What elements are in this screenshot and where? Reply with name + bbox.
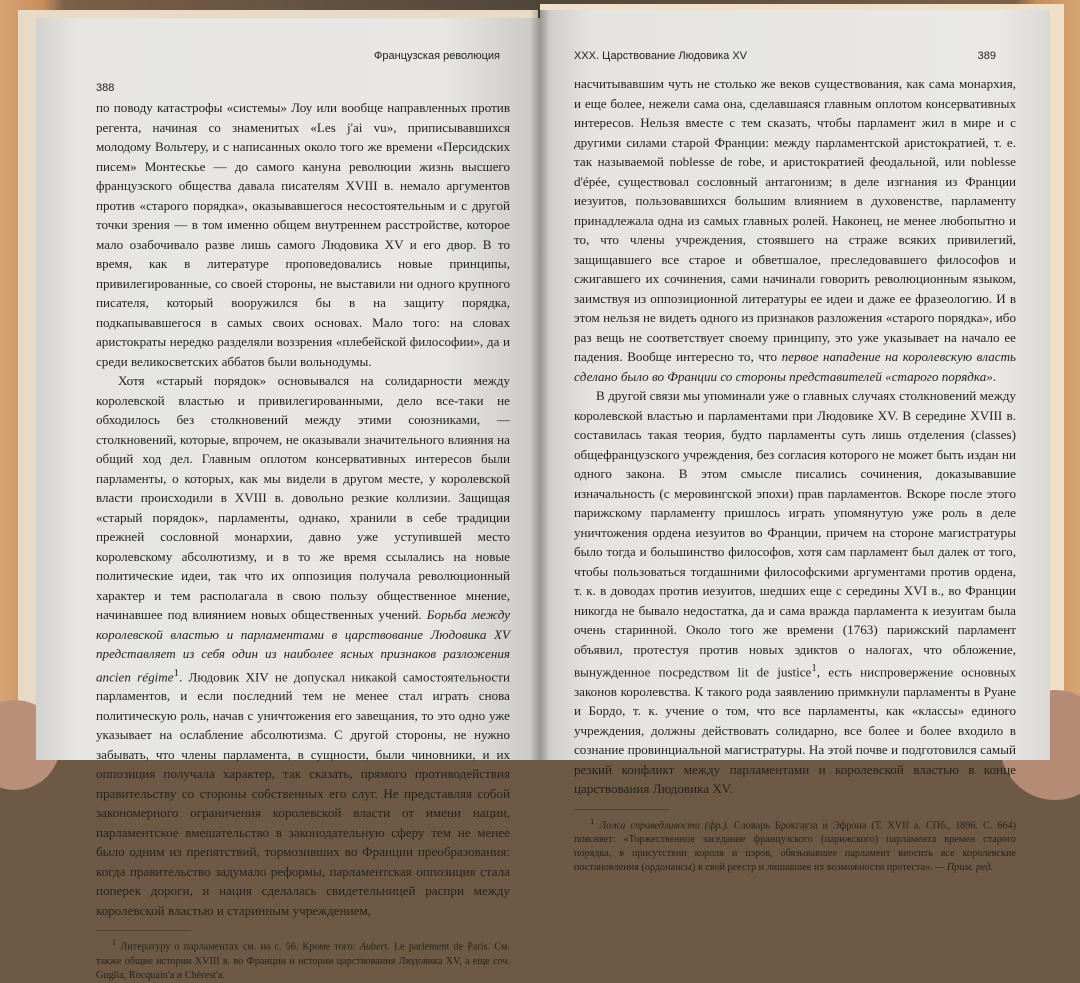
left-page-number: 388 — [96, 82, 115, 94]
left-footnote-ref: 1 — [173, 666, 179, 679]
right-footnote — [574, 805, 1016, 875]
right-body-text — [574, 74, 1016, 799]
left-footnote-mark: 1 — [112, 937, 117, 948]
left-footnote-part2: Le parlement de Paris. См. также общие истории XVIII в. во Франции и истории царствования Людовика XV, а еще соч. Guglia, Rocquain'a и Chérest'a. — [96, 941, 510, 981]
right-paragraph-1-end: . — [992, 368, 997, 384]
left-paragraph-2-rest: . Людовик XIV не допускал никакой самостоятельности парламентов, и если последний тем не менее стал играть снова политическую роль, начав с уничтожения его завещания, то это одно уже указывает на ослабление абсолютизма. С другой стороны, не нужно забывать, что члены парламента, в сущности, были чиновники, и их оппозиция получала характер, так сказать, прямого противодействия правительству со стороны собственных его слуг. Не представляя собой закономерного ограничения королевской власти от имени нации, парламентское вмешательство в законодательную сферу тем не менее было одним из препятствий, тормозивших во Франции преобразования: когда правительство задумало реформы, парламентская оппозиция стала поперек дороги, и нация сделалась свидетельницей распри между королевской властью и старинным учреждением, — [96, 668, 510, 918]
footnote-rule — [574, 809, 669, 810]
right-page-header — [574, 50, 1016, 68]
left-running-head: Французская революция — [374, 50, 500, 62]
left-footnote-author: Aubert. — [359, 941, 390, 953]
left-paragraph-1: по поводу катастрофы «системы» Лоу или вообще направленных против регента, начиная со знаменитых «Les j'ai vu», приписывавшихся молодому Вольтеру, и с написанных около того же времени «Персидских писем» Монтескье — до самого кануна революции жизнь высшего французского общества давала писателям XVIII в. немало аргументов против «старого порядка», оказывавшегося несостоятельным и с другой точки зрения — в том именно общем внутреннем расстройстве, которое мало озабочивало разве лишь самого Людовика XV и его двор. В то время, как в литературе проповедовались новые принципы, привилегированные, со своей стороны, не выставили ни одного крупного писателя, который вооружился бы в на защиту порядка, подкапывавшегося в самых своих основах. Мало того: на словах аристократы нередко разделяли воззрения «плебейской философии», да и среди великосветских аббатов были вольнодумы. — [96, 100, 510, 369]
right-footnote-ref: 1 — [811, 662, 817, 674]
right-footnote-body: Словарь Брокгауза и Эфрона (Т. XVII а. СПб., 1896. С. 664) поясняет: «Торжественное заседание французского (парижского) парламента времен старого порядка, в присутствии короля и пэров, обязывавшее парламент вносить все королевские постановления (ордонансы) в свой реестр и лишавшее их возможности протеста». — [574, 820, 1017, 874]
right-footnote-text — [574, 814, 1016, 875]
left-footnote — [96, 926, 510, 982]
left-page-header — [96, 50, 510, 94]
left-italic-phrase: Борьба между королевской властью и парламентами в царствование Людовика XV представляет из себя один из наиболее ясных признаков разложения ancien régime — [96, 607, 511, 684]
right-page — [540, 10, 1050, 874]
right-footnote-note: — Прим. ред. — [932, 862, 994, 874]
right-paragraph-2 — [574, 386, 1016, 799]
right-paragraph-1-text: насчитывавшим чуть не столько же веков существования, как сама монархия, и еще более, нежели сама она, сделавшаяся главным оплотом консервативных интересов. Нельзя вместе с тем сказать, чтобы парламент жил в мире и с другими силами старой Франции: между парламентской аристократией, т. е. так называемой noblesse de robe, и аристократией феодальной, или noblesse d'épée, существовал сословный антагонизм; в деле изгнания из Франции иезуитов, пользовавшихся большим влиянием в духовенстве, парламенту принадлежала одна из самых главных ролей. Наконец, не менее любопытно и то, что члены учреждения, стоявшего на страже всяких привилегий, защищавшего все старое и обветшалое, преследовавшего философов и сжигавшего их сочинения, сами начинали говорить революционным языком, заимствуя из оппозиционной литературы ее идеи и даже ее фразеологию. И в этом нельзя не видеть одного из признаков разложения «старого порядка», ибо раз вещь не соответствует своему принципу, это уже указывает на начало ее падения. Вообще интересно то, что — [574, 76, 1016, 364]
right-italic-phrase: первое нападение на королевскую власть сделано было во Франции со стороны представителей «старого порядка» — [574, 349, 1016, 384]
left-footnote-text — [96, 935, 510, 982]
right-paragraph-1 — [574, 74, 1016, 386]
left-paragraph-2-text: Хотя «старый порядок» основывался на солидарности между королевской властью и привилегированными, дело все-таки не обходилось без столкновений между этими союзниками, — столкновений, которые, впрочем, не оказывали значительного влияния на общий ход дел. Главным оплотом консервативных интересов были парламенты, о которых, как мы видели в другом месте, у королевской власти происходили в XVIII в. довольно резкие коллизии. Защищая «старый порядок», парламенты, однако, хранили в себе традиции прежней сословной монархии, давно уже уступившей место королевскому абсолютизму, и в то же время ссылались на новые политические идеи, так что их оппозиция получала революционный характер и тем располагала в свою пользу общественное мнение, начинавшее под влиянием новых общественных учений. — [96, 373, 510, 622]
right-footnote-italic: Ложа справедливости (фр.). — [599, 820, 729, 832]
left-footnote-part1: Литературу о парламентах см. на с. 56. Кроме того: — [120, 941, 360, 953]
left-body-text — [96, 98, 510, 920]
right-paragraph-2-text: В другой связи мы упоминали уже о главных случаях столкновений между королевской властью и парламентами при Людовике XV. В середине XVIII в. составилась такая теория, будто парламенты суть лишь отделения (classes) общефранцузского учреждения, без согласия которого не может быть издан ни одного закона. В этом смысле писались сочинения, доказывавшие изначальность (с меровингской эпохи) прав парламентов. Вскоре после этого парижскому парламенту пришлось играть упомянутую уже роль в деле уничтожения ордена иезуитов во Франции, причем на стороне магистратуры было тогда и большинство философов, хотя сам парламент был далек от того, чтобы пользоваться тогдашними философскими аргументами против ордена, т. к. в доводах против иезуитов, шедших еще с середины XVI в., во Франции никогда не бывало недостатка, да и сама вражда парламента к иезуитам была очень старинной. Около того же времени (1763) парижский парламент объявил, протестуя против новых эдиктов о налогах, что обложение, вынужденное посредством lit de justice — [574, 388, 1016, 680]
footnote-rule — [96, 930, 191, 931]
left-page — [36, 18, 540, 981]
right-footnote-mark: 1 — [590, 815, 595, 826]
book-spine-shadow — [530, 10, 550, 760]
right-paragraph-2-end: , есть ниспровержение основных законов королевства. К такого рода заявлению примкнули парламенты в Руане и Бордо, т. к. учение о том, что все парламенты, как «классы» единого учреждения, должны действовать солидарно, все более и более входило в сознание провинциальной магистратуры. На этой почве и подготовился самый резкий конфликт между парламентами и королевской властью в конце царствования Людовика XV. — [574, 664, 1016, 797]
right-running-head: XXX. Царствование Людовика XV — [574, 50, 747, 62]
left-paragraph-2 — [96, 371, 510, 920]
right-page-number: 389 — [977, 50, 996, 62]
